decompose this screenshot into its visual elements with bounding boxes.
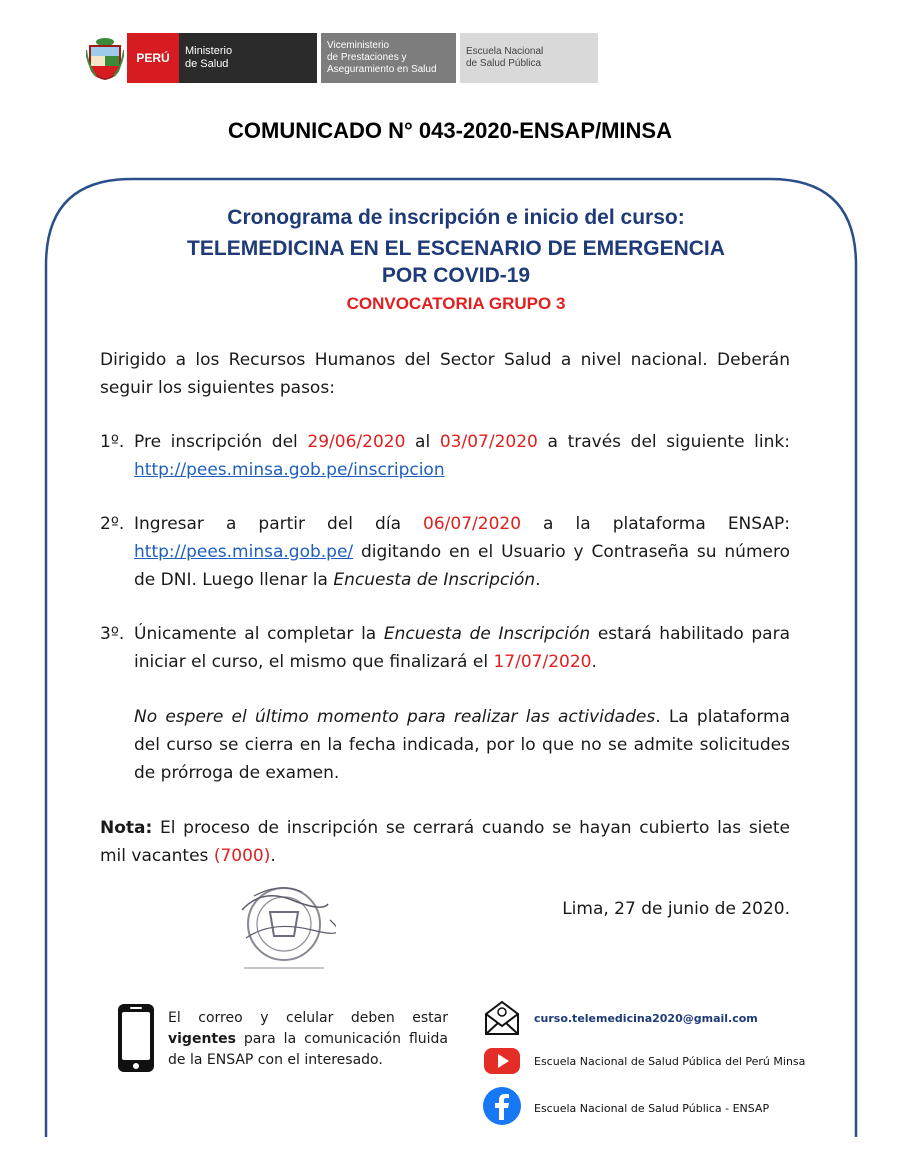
step3-number: 3º. (100, 624, 125, 644)
official-stamp (232, 880, 336, 980)
warning-paragraph (134, 703, 790, 787)
step1-number: 1º. (100, 432, 125, 452)
peru-coat-of-arms-icon (86, 36, 124, 80)
vice-line2: de Prestaciones y (327, 52, 407, 63)
step3-text-a: Únicamente al completar la (134, 624, 384, 644)
step3-text-b: estará habilitado para iniciar el curso, el mismo que finalizará el (134, 624, 790, 672)
peru-label: PERÚ (136, 51, 170, 65)
facebook-page[interactable]: Escuela Nacional de Salud Pública - ENSAP (534, 1102, 770, 1115)
contact-text-a: El correo y celular deben estar (168, 1010, 448, 1026)
step1-end-date: 03/07/2020 (439, 432, 538, 452)
vacancy-count: (7000) (213, 846, 271, 866)
contact-bold: vigentes (168, 1031, 236, 1047)
intro-paragraph: Dirigido a los Recursos Humanos del Sector Salud a nivel nacional. Deberán seguir los siguientes pasos: (100, 350, 790, 398)
facebook-icon (482, 1086, 522, 1126)
ensap-line2: de Salud Pública (466, 58, 542, 69)
platform-link[interactable]: http://pees.minsa.gob.pe/ (134, 542, 354, 562)
course-name-line2: POR COVID-19 (381, 264, 531, 287)
step1-text-c: a través del siguiente link: (537, 432, 790, 452)
ensap-line1: Escuela Nacional (466, 46, 544, 57)
step3-paragraph (134, 620, 790, 676)
email-icon (482, 998, 522, 1038)
contact-email-link[interactable]: curso.telemedicina2020@gmail.com (534, 1012, 758, 1025)
course-name-line1: TELEMEDICINA EN EL ESCENARIO DE EMERGENCIA (187, 237, 725, 260)
step2-text-b: a la plataforma ENSAP: (521, 514, 790, 534)
mobile-phone-icon (116, 1002, 156, 1074)
page-title: COMUNICADO N° 043-2020-ENSAP/MINSA (228, 118, 672, 143)
step1-paragraph (134, 428, 790, 484)
warning-text: . La plataforma del curso se cierra en la fecha indicada, por lo que no se admite solicitudes de prórroga de examen. (134, 707, 790, 783)
ministerio-salud-logo (179, 33, 317, 83)
contact-note (168, 1008, 448, 1071)
step3-survey-name: Encuesta de Inscripción (383, 624, 591, 644)
ministerio-line2: de Salud (185, 58, 229, 70)
youtube-channel[interactable]: Escuela Nacional de Salud Pública del Perú Minsa (534, 1055, 806, 1068)
step2-text-c: digitando en el Usuario y Contraseña su número de DNI. Luego llenar la (134, 542, 790, 590)
note-label: Nota: (100, 818, 153, 838)
step1-text-b: al (405, 432, 440, 452)
ensap-logo (460, 33, 598, 83)
warning-italic: No espere el último momento para realizar las actividades (134, 707, 656, 727)
group-label: CONVOCATORIA GRUPO 3 (346, 294, 566, 313)
signing-date: Lima, 27 de junio de 2020. (562, 899, 790, 919)
step2-text-a: Ingresar a partir del día (134, 514, 424, 534)
course-heading: Cronograma de inscripción e inicio del curso: (227, 206, 685, 229)
step3-end-date: 17/07/2020 (493, 652, 592, 672)
contact-text-b: para la comunicación fluida de la ENSAP con el interesado. (168, 1031, 448, 1068)
step2-paragraph (134, 510, 790, 594)
note-paragraph (100, 814, 790, 870)
vice-line3: Aseguramiento en Salud (327, 64, 437, 75)
inscription-link[interactable]: http://pees.minsa.gob.pe/inscripcion (134, 460, 445, 480)
peru-logo (127, 33, 179, 83)
note-text: El proceso de inscripción se cerrará cuando se hayan cubierto las siete mil vacantes (100, 818, 790, 866)
step1-start-date: 29/06/2020 (307, 432, 406, 452)
note-end: . (270, 846, 276, 866)
step3-text-c: . (591, 652, 597, 672)
step2-text-d: . (535, 570, 541, 590)
vice-line1: Viceministerio (327, 40, 390, 51)
step1-text-a: Pre inscripción del (134, 432, 308, 452)
step2-number: 2º. (100, 514, 125, 534)
step2-survey-name: Encuesta de Inscripción (333, 570, 536, 590)
step2-date: 06/07/2020 (423, 514, 522, 534)
viceministerio-logo (321, 33, 456, 83)
ministerio-line1: Ministerio (185, 45, 233, 57)
youtube-icon (482, 1040, 522, 1080)
